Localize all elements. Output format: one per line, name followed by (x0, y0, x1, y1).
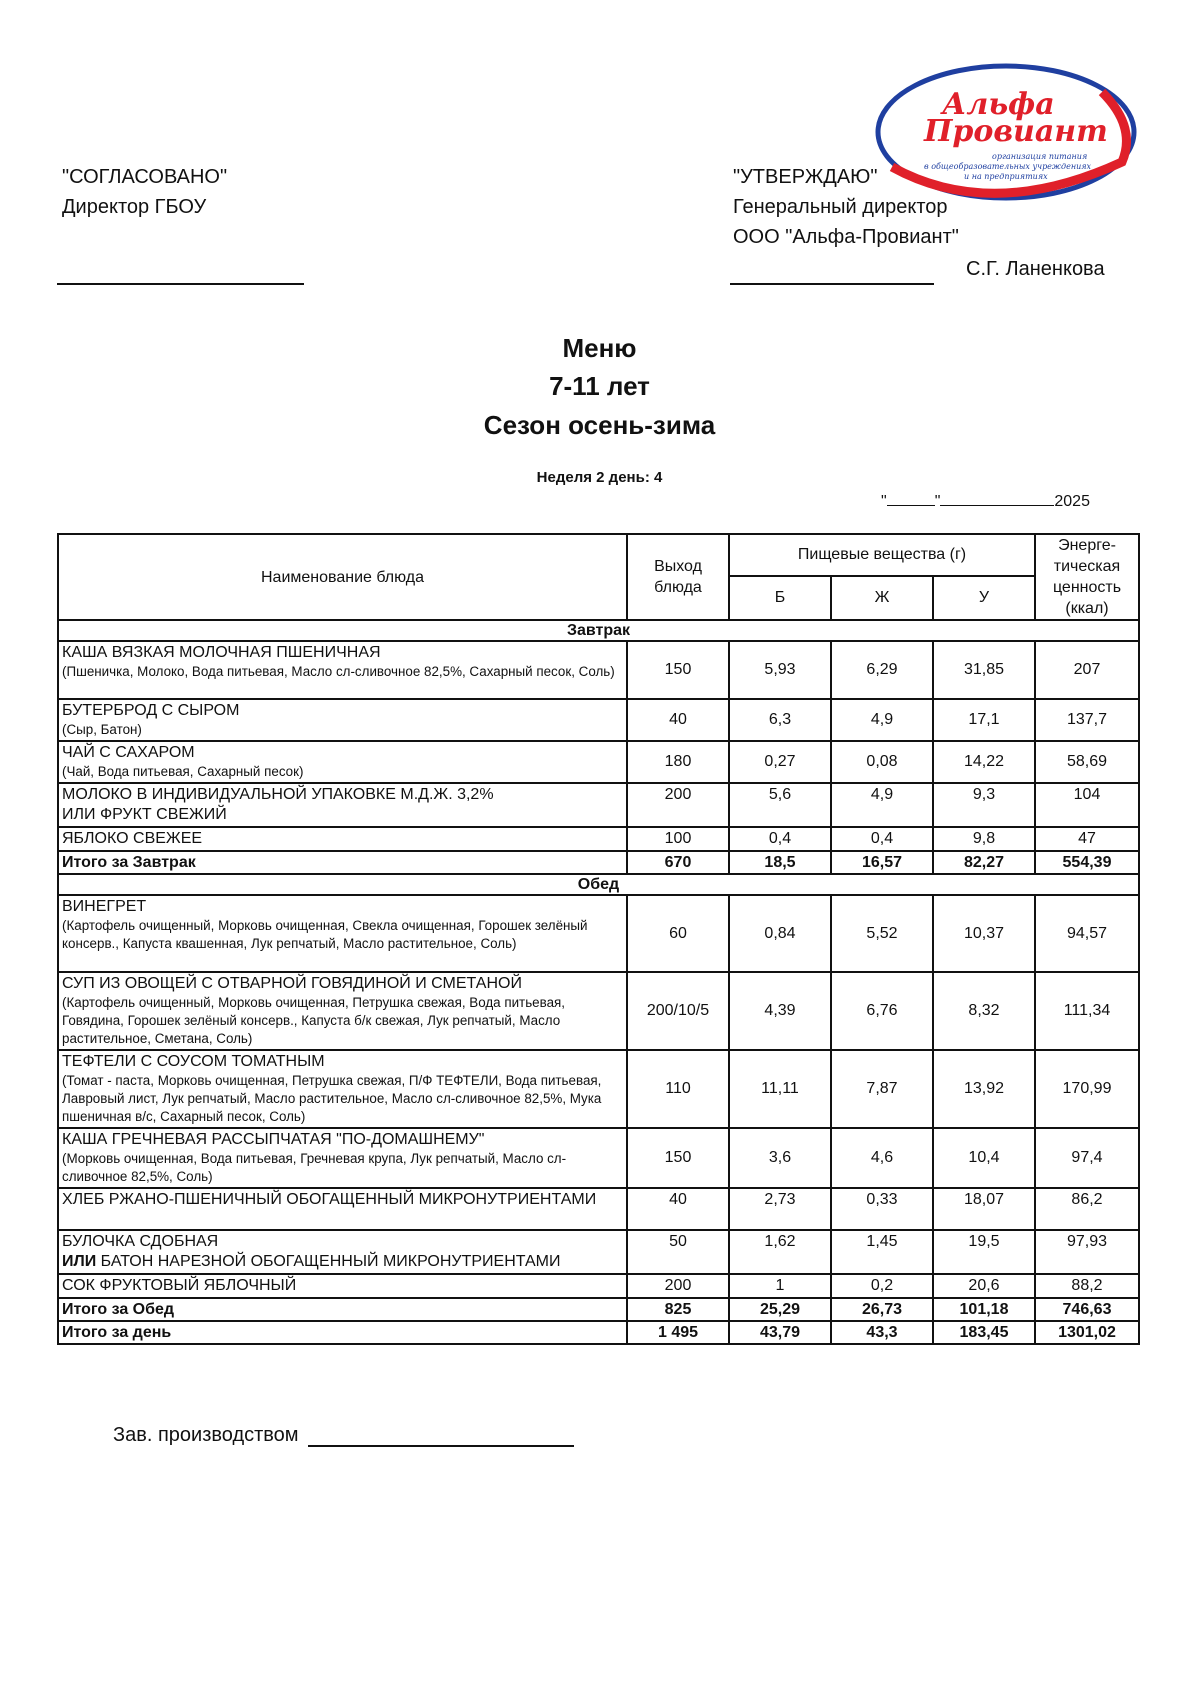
header-b: Б (729, 576, 831, 620)
protein-cell: 5,6 (729, 783, 831, 827)
logo-tagline3: и на предприятиях (964, 172, 1048, 181)
dish-ingredients: (Морковь очищенная, Вода питьевая, Гречневая крупа, Лук репчатый, Масло сл-сливочное 82,5%, Соль) (62, 1151, 567, 1184)
kcal-cell: 97,93 (1035, 1230, 1139, 1274)
table-row (58, 972, 1139, 1050)
title-line2: 7-11 лет (549, 371, 650, 401)
protein-cell: 0,27 (729, 741, 831, 783)
dish-cell (58, 1230, 627, 1274)
dish-name-alt-or: ИЛИ (62, 1253, 97, 1270)
approve-company: ООО "Альфа-Провиант" (733, 226, 959, 248)
yield-cell: 200 (627, 783, 729, 827)
protein-cell: 2,73 (729, 1188, 831, 1230)
production-head-label: Зав. производством (113, 1424, 299, 1446)
dish-cell (58, 1050, 627, 1128)
date-quote-open: " (881, 493, 887, 510)
dish-cell (58, 641, 627, 699)
table-row (58, 699, 1139, 741)
protein-cell: 0,4 (729, 827, 831, 851)
kcal-cell: 170,99 (1035, 1050, 1139, 1128)
agreed-position: Директор ГБОУ (62, 196, 207, 218)
header-name: Наименование блюда (58, 534, 627, 620)
table-row (58, 1274, 1139, 1298)
week-day: Неделя 2 день: 4 (536, 469, 663, 486)
dish-ingredients: (Сыр, Батон) (62, 722, 142, 737)
kcal-cell: 86,2 (1035, 1188, 1139, 1230)
fat-cell: 4,9 (831, 783, 933, 827)
logo-name-line2: Провиант (924, 114, 1108, 149)
yield-cell: 200 (627, 1274, 729, 1298)
protein-cell: 3,6 (729, 1128, 831, 1188)
carb-cell: 17,1 (933, 699, 1035, 741)
table-row (58, 895, 1139, 972)
kcal-cell: 97,4 (1035, 1128, 1139, 1188)
protein-cell: 4,39 (729, 972, 831, 1050)
total-kcal: 746,63 (1035, 1298, 1139, 1321)
yield-cell: 200/10/5 (627, 972, 729, 1050)
date-day-blank (887, 491, 935, 506)
agreed-label: "СОГЛАСОВАНО" (62, 166, 228, 188)
logo-tagline1: организация питания (992, 152, 1088, 161)
dish-name: ЧАЙ С САХАРОМ (62, 744, 195, 761)
section-title: Обед (58, 874, 1139, 895)
carb-cell: 10,37 (933, 895, 1035, 972)
fat-cell: 6,76 (831, 972, 933, 1050)
fat-cell: 0,4 (831, 827, 933, 851)
kcal-cell: 88,2 (1035, 1274, 1139, 1298)
protein-cell: 1 (729, 1274, 831, 1298)
approve-position: Генеральный директор (733, 196, 948, 218)
dish-cell (58, 1128, 627, 1188)
carb-cell: 18,07 (933, 1188, 1035, 1230)
table-row (58, 1050, 1139, 1128)
kcal-cell: 47 (1035, 827, 1139, 851)
dish-name: БУТЕРБРОД С СЫРОМ (62, 702, 240, 719)
dish-cell (58, 741, 627, 783)
dish-ingredients: (Картофель очищенный, Морковь очищенная, Свекла очищенная, Горошек зелёный консерв., Капуста квашенная, Лук репчатый, Масло растительное, Соль) (62, 918, 588, 951)
carb-cell: 13,92 (933, 1050, 1035, 1128)
fat-cell: 5,52 (831, 895, 933, 972)
total-yield: 670 (627, 851, 729, 874)
carb-cell: 8,32 (933, 972, 1035, 1050)
production-head-signature-line (308, 1445, 574, 1447)
dish-name: СОК ФРУКТОВЫЙ ЯБЛОЧНЫЙ (62, 1277, 297, 1294)
yield-cell: 180 (627, 741, 729, 783)
menu-table (57, 533, 1140, 1345)
protein-cell: 0,84 (729, 895, 831, 972)
total-label: Итого за день (58, 1321, 627, 1344)
protein-cell: 6,3 (729, 699, 831, 741)
total-carb: 183,45 (933, 1321, 1035, 1344)
date-month-blank (940, 491, 1054, 506)
carb-cell: 20,6 (933, 1274, 1035, 1298)
header-u: У (933, 576, 1035, 620)
carb-cell: 9,3 (933, 783, 1035, 827)
total-row-lunch (58, 1298, 1139, 1321)
total-carb: 82,27 (933, 851, 1035, 874)
total-kcal: 1301,02 (1035, 1321, 1139, 1344)
total-protein: 25,29 (729, 1298, 831, 1321)
approve-block (733, 162, 959, 252)
approve-signer: С.Г. Ланенкова (966, 258, 1105, 280)
section-title: Завтрак (58, 620, 1139, 641)
carb-cell: 14,22 (933, 741, 1035, 783)
header-zh: Ж (831, 576, 933, 620)
fat-cell: 7,87 (831, 1050, 933, 1128)
total-carb: 101,18 (933, 1298, 1035, 1321)
protein-cell: 1,62 (729, 1230, 831, 1274)
dish-ingredients: (Пшеничка, Молоко, Вода питьевая, Масло сл-сливочное 82,5%, Сахарный песок, Соль) (62, 664, 615, 679)
yield-cell: 110 (627, 1050, 729, 1128)
kcal-cell: 58,69 (1035, 741, 1139, 783)
total-fat: 16,57 (831, 851, 933, 874)
total-row-breakfast (58, 851, 1139, 874)
table-row (58, 1230, 1139, 1274)
dish-name: ХЛЕБ РЖАНО-ПШЕНИЧНЫЙ ОБОГАЩЕННЫЙ МИКРОНУТРИЕНТАМИ (62, 1191, 597, 1208)
kcal-cell: 137,7 (1035, 699, 1139, 741)
total-yield: 1 495 (627, 1321, 729, 1344)
date-quote-close: " (934, 493, 941, 510)
yield-cell: 40 (627, 699, 729, 741)
dish-cell (58, 783, 627, 827)
dish-name: ВИНЕГРЕТ (62, 898, 147, 915)
dish-name-alt (62, 1252, 623, 1272)
fat-cell: 4,6 (831, 1128, 933, 1188)
date-field (881, 491, 1090, 511)
fat-cell: 0,2 (831, 1274, 933, 1298)
dish-cell (58, 827, 627, 851)
total-protein: 18,5 (729, 851, 831, 874)
protein-cell: 5,93 (729, 641, 831, 699)
dish-name: КАША ГРЕЧНЕВАЯ РАССЫПЧАТАЯ "ПО-ДОМАШНЕМУ" (62, 1131, 485, 1148)
yield-cell: 60 (627, 895, 729, 972)
agreed-block (62, 162, 227, 222)
kcal-cell: 94,57 (1035, 895, 1139, 972)
yield-cell: 100 (627, 827, 729, 851)
header-yield: Выход блюда (627, 534, 729, 620)
table-row (58, 1188, 1139, 1230)
table-row (58, 741, 1139, 783)
table-row (58, 827, 1139, 851)
total-row-day (58, 1321, 1139, 1344)
date-year: 2025 (1054, 493, 1090, 510)
header-nutrients: Пищевые вещества (г) (729, 534, 1035, 576)
logo-name-line1: Альфа (942, 87, 1055, 122)
dish-name: КАША ВЯЗКАЯ МОЛОЧНАЯ ПШЕНИЧНАЯ (62, 644, 381, 661)
dish-cell (58, 895, 627, 972)
dish-cell (58, 699, 627, 741)
total-label: Итого за Завтрак (58, 851, 627, 874)
total-fat: 43,3 (831, 1321, 933, 1344)
dish-name-alt-text: БАТОН НАРЕЗНОЙ ОБОГАЩЕННЫЙ МИКРОНУТРИЕНТАМИ (96, 1253, 561, 1270)
agreed-signature-line (57, 283, 304, 285)
kcal-cell: 104 (1035, 783, 1139, 827)
fat-cell: 6,29 (831, 641, 933, 699)
dish-name: ЯБЛОКО СВЕЖЕЕ (62, 830, 203, 847)
dish-cell (58, 972, 627, 1050)
table-row (58, 1128, 1139, 1188)
fat-cell: 1,45 (831, 1230, 933, 1274)
dish-name: СУП ИЗ ОВОЩЕЙ С ОТВАРНОЙ ГОВЯДИНОЙ И СМЕТАНОЙ (62, 975, 522, 992)
approve-signature-line (730, 283, 934, 285)
total-label: Итого за Обед (58, 1298, 627, 1321)
protein-cell: 11,11 (729, 1050, 831, 1128)
section-row-breakfast (58, 620, 1139, 641)
title-line1: Меню (562, 333, 637, 363)
dish-ingredients: (Чай, Вода питьевая, Сахарный песок) (62, 764, 304, 779)
approve-label: "УТВЕРЖДАЮ" (733, 166, 878, 188)
fat-cell: 4,9 (831, 699, 933, 741)
yield-cell: 50 (627, 1230, 729, 1274)
yield-cell: 40 (627, 1188, 729, 1230)
title-line3: Сезон осень-зима (483, 410, 716, 440)
total-fat: 26,73 (831, 1298, 933, 1321)
dish-cell (58, 1188, 627, 1230)
fat-cell: 0,08 (831, 741, 933, 783)
total-kcal: 554,39 (1035, 851, 1139, 874)
dish-ingredients: (Томат - паста, Морковь очищенная, Петрушка свежая, П/Ф ТЕФТЕЛИ, Вода питьевая, Лавровый лист, Лук репчатый, Масло растительное, Масло сл-сливочное 82,5%, Мука пшеничная в/с, Сахарный песок, Соль) (62, 1073, 602, 1124)
dish-name-alt: ИЛИ ФРУКТ СВЕЖИЙ (62, 806, 227, 823)
header-energy: Энерге-тическая ценность (ккал) (1035, 534, 1139, 620)
total-yield: 825 (627, 1298, 729, 1321)
section-row-lunch (58, 874, 1139, 895)
carb-cell: 19,5 (933, 1230, 1035, 1274)
fat-cell: 0,33 (831, 1188, 933, 1230)
dish-name: МОЛОКО В ИНДИВИДУАЛЬНОЙ УПАКОВКЕ М.Д.Ж. 3,2% (62, 786, 494, 803)
carb-cell: 9,8 (933, 827, 1035, 851)
kcal-cell: 111,34 (1035, 972, 1139, 1050)
table-row (58, 783, 1139, 827)
logo-tagline2: в общеобразовательных учреждениях (924, 162, 1092, 171)
yield-cell: 150 (627, 641, 729, 699)
total-protein: 43,79 (729, 1321, 831, 1344)
dish-ingredients: (Картофель очищенный, Морковь очищенная, Петрушка свежая, Вода питьевая, Говядина, Горошек зелёный консерв., Капуста б/к свежая, Лук репчатый, Масло растительное, Сметана, Соль) (62, 995, 565, 1046)
dish-name: ТЕФТЕЛИ С СОУСОМ ТОМАТНЫМ (62, 1053, 325, 1070)
carb-cell: 31,85 (933, 641, 1035, 699)
carb-cell: 10,4 (933, 1128, 1035, 1188)
dish-name: БУЛОЧКА СДОБНАЯ (62, 1233, 219, 1250)
dish-cell (58, 1274, 627, 1298)
table-row (58, 641, 1139, 699)
production-head (113, 1424, 299, 1447)
yield-cell: 150 (627, 1128, 729, 1188)
kcal-cell: 207 (1035, 641, 1139, 699)
